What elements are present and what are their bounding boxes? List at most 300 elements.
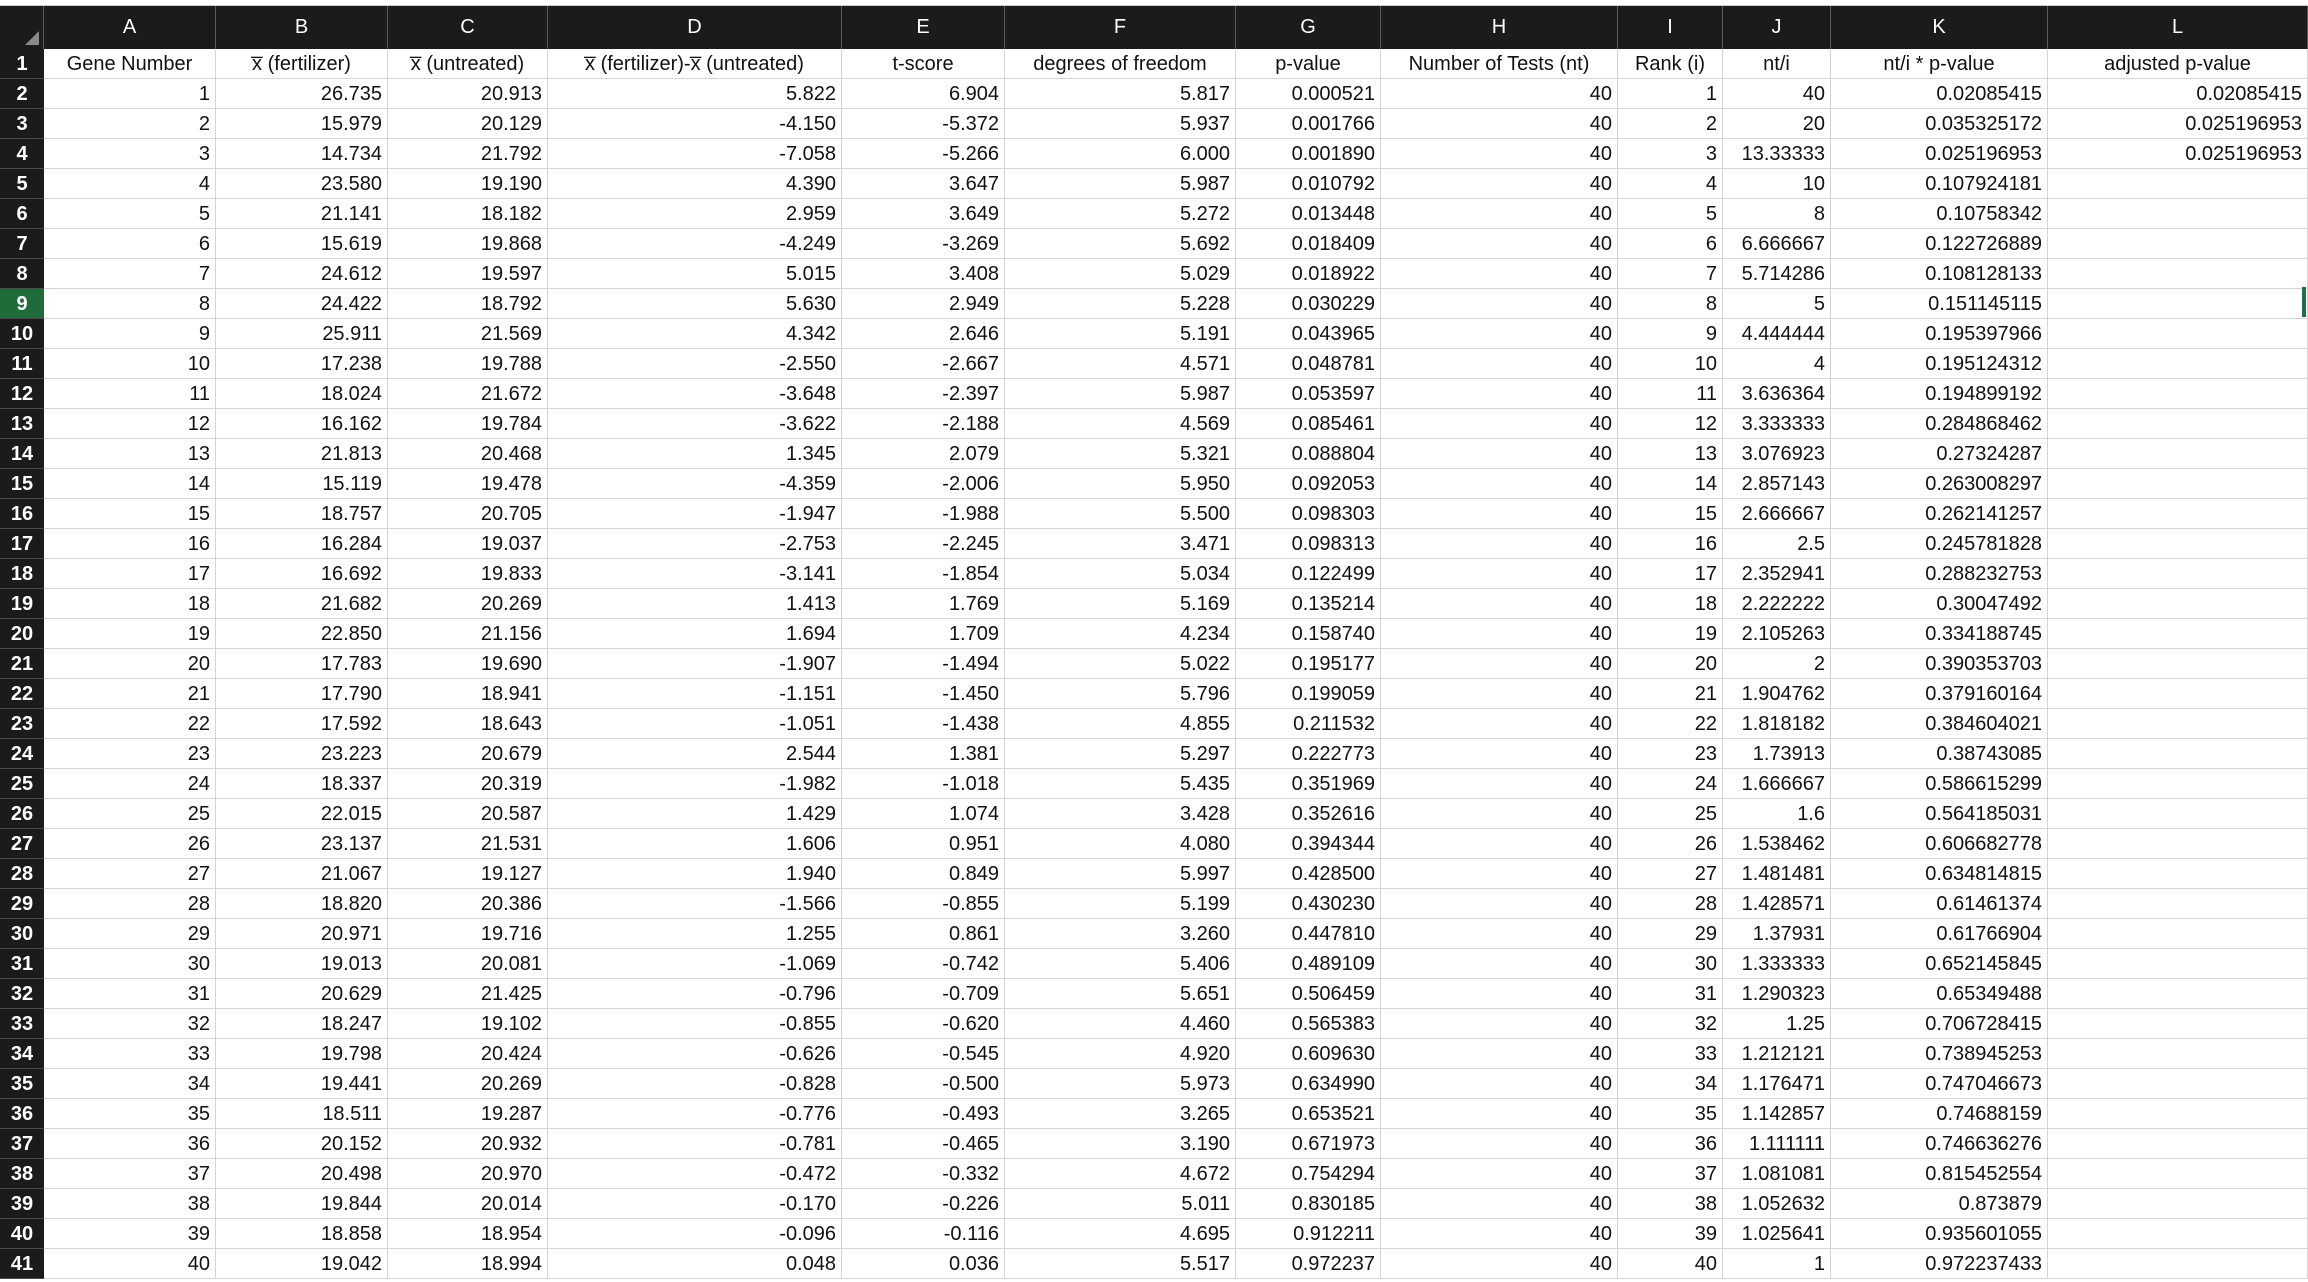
cell-f[interactable]: 5.796 bbox=[1005, 679, 1236, 709]
cell-l[interactable] bbox=[2048, 859, 2308, 889]
cell-e[interactable]: 0.036 bbox=[842, 1249, 1005, 1279]
cell-d[interactable]: -1.947 bbox=[548, 499, 842, 529]
cell-k[interactable]: 0.390353703 bbox=[1831, 649, 2048, 679]
cell-e[interactable]: 3.647 bbox=[842, 169, 1005, 199]
cell-c[interactable]: 20.679 bbox=[388, 739, 548, 769]
cell-b[interactable]: 16.162 bbox=[216, 409, 388, 439]
header-cell-c[interactable]: x̅ (untreated) bbox=[388, 49, 548, 79]
cell-d[interactable]: -3.622 bbox=[548, 409, 842, 439]
cell-g[interactable]: 0.085461 bbox=[1236, 409, 1381, 439]
cell-d[interactable]: 1.429 bbox=[548, 799, 842, 829]
cell-g[interactable]: 0.018922 bbox=[1236, 259, 1381, 289]
cell-f[interactable]: 6.000 bbox=[1005, 139, 1236, 169]
cell-e[interactable]: -2.188 bbox=[842, 409, 1005, 439]
cell-l[interactable] bbox=[2048, 919, 2308, 949]
cell-j[interactable]: 1.142857 bbox=[1723, 1099, 1831, 1129]
cell-c[interactable]: 19.716 bbox=[388, 919, 548, 949]
cell-b[interactable]: 23.580 bbox=[216, 169, 388, 199]
cell-g[interactable]: 0.489109 bbox=[1236, 949, 1381, 979]
cell-h[interactable]: 40 bbox=[1381, 919, 1618, 949]
cell-e[interactable]: 2.079 bbox=[842, 439, 1005, 469]
row-number[interactable]: 34 bbox=[0, 1039, 44, 1069]
cell-i[interactable]: 5 bbox=[1618, 199, 1723, 229]
row-number[interactable]: 32 bbox=[0, 979, 44, 1009]
cell-j[interactable]: 3.636364 bbox=[1723, 379, 1831, 409]
cell-h[interactable]: 40 bbox=[1381, 289, 1618, 319]
cell-i[interactable]: 35 bbox=[1618, 1099, 1723, 1129]
cell-j[interactable]: 20 bbox=[1723, 109, 1831, 139]
cell-g[interactable]: 0.088804 bbox=[1236, 439, 1381, 469]
cell-b[interactable]: 18.511 bbox=[216, 1099, 388, 1129]
cell-g[interactable]: 0.352616 bbox=[1236, 799, 1381, 829]
cell-j[interactable]: 3.333333 bbox=[1723, 409, 1831, 439]
cell-c[interactable]: 19.478 bbox=[388, 469, 548, 499]
cell-d[interactable]: -0.828 bbox=[548, 1069, 842, 1099]
cell-d[interactable]: -1.907 bbox=[548, 649, 842, 679]
cell-a[interactable]: 22 bbox=[44, 709, 216, 739]
row-number[interactable]: 8 bbox=[0, 259, 44, 289]
cell-k[interactable]: 0.746636276 bbox=[1831, 1129, 2048, 1159]
cell-f[interactable]: 4.920 bbox=[1005, 1039, 1236, 1069]
cell-j[interactable]: 1.176471 bbox=[1723, 1069, 1831, 1099]
cell-j[interactable]: 1.25 bbox=[1723, 1009, 1831, 1039]
row-number[interactable]: 16 bbox=[0, 499, 44, 529]
cell-e[interactable]: 1.709 bbox=[842, 619, 1005, 649]
cell-g[interactable]: 0.972237 bbox=[1236, 1249, 1381, 1279]
cell-f[interactable]: 5.651 bbox=[1005, 979, 1236, 1009]
cell-l[interactable] bbox=[2048, 949, 2308, 979]
cell-k[interactable]: 0.334188745 bbox=[1831, 619, 2048, 649]
cell-k[interactable]: 0.935601055 bbox=[1831, 1219, 2048, 1249]
cell-e[interactable]: -5.266 bbox=[842, 139, 1005, 169]
row-number[interactable]: 30 bbox=[0, 919, 44, 949]
cell-c[interactable]: 19.833 bbox=[388, 559, 548, 589]
cell-k[interactable]: 0.379160164 bbox=[1831, 679, 2048, 709]
cell-k[interactable]: 0.384604021 bbox=[1831, 709, 2048, 739]
cell-d[interactable]: -0.626 bbox=[548, 1039, 842, 1069]
cell-a[interactable]: 39 bbox=[44, 1219, 216, 1249]
cell-b[interactable]: 18.757 bbox=[216, 499, 388, 529]
cell-g[interactable]: 0.754294 bbox=[1236, 1159, 1381, 1189]
cell-b[interactable]: 25.911 bbox=[216, 319, 388, 349]
row-number[interactable]: 41 bbox=[0, 1249, 44, 1279]
cell-i[interactable]: 10 bbox=[1618, 349, 1723, 379]
cell-l[interactable] bbox=[2048, 1189, 2308, 1219]
cell-b[interactable]: 17.783 bbox=[216, 649, 388, 679]
cell-k[interactable]: 0.61766904 bbox=[1831, 919, 2048, 949]
cell-h[interactable]: 40 bbox=[1381, 1249, 1618, 1279]
cell-d[interactable]: -1.151 bbox=[548, 679, 842, 709]
column-header-k[interactable]: K bbox=[1831, 6, 2048, 49]
cell-i[interactable]: 31 bbox=[1618, 979, 1723, 1009]
cell-f[interactable]: 5.169 bbox=[1005, 589, 1236, 619]
cell-d[interactable]: 1.940 bbox=[548, 859, 842, 889]
cell-f[interactable]: 5.817 bbox=[1005, 79, 1236, 109]
cell-b[interactable]: 20.498 bbox=[216, 1159, 388, 1189]
cell-l[interactable] bbox=[2048, 349, 2308, 379]
cell-f[interactable]: 5.011 bbox=[1005, 1189, 1236, 1219]
cell-j[interactable]: 1.904762 bbox=[1723, 679, 1831, 709]
cell-j[interactable]: 2.5 bbox=[1723, 529, 1831, 559]
cell-i[interactable]: 2 bbox=[1618, 109, 1723, 139]
cell-a[interactable]: 3 bbox=[44, 139, 216, 169]
cell-e[interactable]: -2.667 bbox=[842, 349, 1005, 379]
cell-b[interactable]: 18.858 bbox=[216, 1219, 388, 1249]
row-number[interactable]: 28 bbox=[0, 859, 44, 889]
cell-a[interactable]: 36 bbox=[44, 1129, 216, 1159]
cell-g[interactable]: 0.671973 bbox=[1236, 1129, 1381, 1159]
cell-j[interactable]: 3.076923 bbox=[1723, 439, 1831, 469]
cell-g[interactable]: 0.010792 bbox=[1236, 169, 1381, 199]
cell-c[interactable]: 20.705 bbox=[388, 499, 548, 529]
cell-f[interactable]: 5.022 bbox=[1005, 649, 1236, 679]
cell-h[interactable]: 40 bbox=[1381, 619, 1618, 649]
header-cell-i[interactable]: Rank (i) bbox=[1618, 49, 1723, 79]
cell-c[interactable]: 18.182 bbox=[388, 199, 548, 229]
cell-b[interactable]: 21.067 bbox=[216, 859, 388, 889]
cell-i[interactable]: 19 bbox=[1618, 619, 1723, 649]
cell-d[interactable]: 4.342 bbox=[548, 319, 842, 349]
cell-d[interactable]: -2.753 bbox=[548, 529, 842, 559]
row-number[interactable]: 19 bbox=[0, 589, 44, 619]
cell-g[interactable]: 0.195177 bbox=[1236, 649, 1381, 679]
header-cell-d[interactable]: x̅ (fertilizer)-x̅ (untreated) bbox=[548, 49, 842, 79]
cell-g[interactable]: 0.053597 bbox=[1236, 379, 1381, 409]
cell-j[interactable]: 1.666667 bbox=[1723, 769, 1831, 799]
cell-l[interactable] bbox=[2048, 1129, 2308, 1159]
cell-f[interactable]: 5.034 bbox=[1005, 559, 1236, 589]
cell-a[interactable]: 10 bbox=[44, 349, 216, 379]
cell-g[interactable]: 0.506459 bbox=[1236, 979, 1381, 1009]
cell-b[interactable]: 24.612 bbox=[216, 259, 388, 289]
cell-j[interactable]: 2.352941 bbox=[1723, 559, 1831, 589]
cell-j[interactable]: 2.222222 bbox=[1723, 589, 1831, 619]
cell-d[interactable]: -7.058 bbox=[548, 139, 842, 169]
cell-d[interactable]: -1.982 bbox=[548, 769, 842, 799]
cell-l[interactable] bbox=[2048, 1219, 2308, 1249]
cell-e[interactable]: -0.116 bbox=[842, 1219, 1005, 1249]
cell-e[interactable]: -0.855 bbox=[842, 889, 1005, 919]
cell-c[interactable]: 20.970 bbox=[388, 1159, 548, 1189]
column-header-d[interactable]: D bbox=[548, 6, 842, 49]
cell-k[interactable]: 0.262141257 bbox=[1831, 499, 2048, 529]
cell-c[interactable]: 19.127 bbox=[388, 859, 548, 889]
cell-l[interactable] bbox=[2048, 1249, 2308, 1279]
cell-d[interactable]: 1.606 bbox=[548, 829, 842, 859]
row-number[interactable]: 4 bbox=[0, 139, 44, 169]
cell-b[interactable]: 14.734 bbox=[216, 139, 388, 169]
row-number[interactable]: 23 bbox=[0, 709, 44, 739]
cell-i[interactable]: 22 bbox=[1618, 709, 1723, 739]
header-cell-f[interactable]: degrees of freedom bbox=[1005, 49, 1236, 79]
cell-d[interactable]: -0.472 bbox=[548, 1159, 842, 1189]
row-number[interactable]: 13 bbox=[0, 409, 44, 439]
row-number[interactable]: 40 bbox=[0, 1219, 44, 1249]
cell-g[interactable]: 0.565383 bbox=[1236, 1009, 1381, 1039]
cell-h[interactable]: 40 bbox=[1381, 979, 1618, 1009]
cell-l[interactable] bbox=[2048, 529, 2308, 559]
row-number[interactable]: 24 bbox=[0, 739, 44, 769]
cell-l[interactable] bbox=[2048, 379, 2308, 409]
cell-f[interactable]: 3.260 bbox=[1005, 919, 1236, 949]
cell-h[interactable]: 40 bbox=[1381, 79, 1618, 109]
cell-j[interactable]: 1.538462 bbox=[1723, 829, 1831, 859]
cell-f[interactable]: 4.569 bbox=[1005, 409, 1236, 439]
cell-a[interactable]: 1 bbox=[44, 79, 216, 109]
cell-h[interactable]: 40 bbox=[1381, 739, 1618, 769]
cell-h[interactable]: 40 bbox=[1381, 409, 1618, 439]
cell-h[interactable]: 40 bbox=[1381, 109, 1618, 139]
cell-a[interactable]: 32 bbox=[44, 1009, 216, 1039]
cell-i[interactable]: 37 bbox=[1618, 1159, 1723, 1189]
cell-g[interactable]: 0.122499 bbox=[1236, 559, 1381, 589]
column-header-g[interactable]: G bbox=[1236, 6, 1381, 49]
cell-i[interactable]: 38 bbox=[1618, 1189, 1723, 1219]
cell-b[interactable]: 21.141 bbox=[216, 199, 388, 229]
cell-g[interactable]: 0.158740 bbox=[1236, 619, 1381, 649]
cell-k[interactable]: 0.151145115 bbox=[1831, 289, 2048, 319]
header-cell-l[interactable]: adjusted p-value bbox=[2048, 49, 2308, 79]
cell-e[interactable]: -1.438 bbox=[842, 709, 1005, 739]
row-number[interactable]: 12 bbox=[0, 379, 44, 409]
column-header-h[interactable]: H bbox=[1381, 6, 1618, 49]
row-number[interactable]: 38 bbox=[0, 1159, 44, 1189]
cell-h[interactable]: 40 bbox=[1381, 499, 1618, 529]
cell-j[interactable]: 1.73913 bbox=[1723, 739, 1831, 769]
cell-h[interactable]: 40 bbox=[1381, 649, 1618, 679]
cell-k[interactable]: 0.122726889 bbox=[1831, 229, 2048, 259]
cell-a[interactable]: 4 bbox=[44, 169, 216, 199]
cell-d[interactable]: -4.359 bbox=[548, 469, 842, 499]
cell-f[interactable]: 4.234 bbox=[1005, 619, 1236, 649]
cell-e[interactable]: 0.861 bbox=[842, 919, 1005, 949]
cell-f[interactable]: 5.937 bbox=[1005, 109, 1236, 139]
cell-j[interactable]: 2 bbox=[1723, 649, 1831, 679]
cell-a[interactable]: 2 bbox=[44, 109, 216, 139]
cell-l[interactable] bbox=[2048, 319, 2308, 349]
cell-i[interactable]: 24 bbox=[1618, 769, 1723, 799]
cell-l[interactable] bbox=[2048, 619, 2308, 649]
cell-b[interactable]: 15.979 bbox=[216, 109, 388, 139]
cell-c[interactable]: 19.868 bbox=[388, 229, 548, 259]
cell-j[interactable]: 1.025641 bbox=[1723, 1219, 1831, 1249]
cell-l[interactable] bbox=[2048, 979, 2308, 1009]
cell-g[interactable]: 0.030229 bbox=[1236, 289, 1381, 319]
header-cell-j[interactable]: nt/i bbox=[1723, 49, 1831, 79]
cell-l[interactable]: 0.025196953 bbox=[2048, 109, 2308, 139]
cell-i[interactable]: 3 bbox=[1618, 139, 1723, 169]
cell-d[interactable]: 4.390 bbox=[548, 169, 842, 199]
cell-b[interactable]: 15.619 bbox=[216, 229, 388, 259]
column-header-i[interactable]: I bbox=[1618, 6, 1723, 49]
cell-h[interactable]: 40 bbox=[1381, 229, 1618, 259]
row-number[interactable]: 37 bbox=[0, 1129, 44, 1159]
cell-a[interactable]: 29 bbox=[44, 919, 216, 949]
cell-h[interactable]: 40 bbox=[1381, 679, 1618, 709]
column-header-j[interactable]: J bbox=[1723, 6, 1831, 49]
cell-j[interactable]: 1.052632 bbox=[1723, 1189, 1831, 1219]
cell-a[interactable]: 12 bbox=[44, 409, 216, 439]
cell-i[interactable]: 6 bbox=[1618, 229, 1723, 259]
cell-l[interactable]: 0.025196953 bbox=[2048, 139, 2308, 169]
cell-a[interactable]: 8 bbox=[44, 289, 216, 319]
row-number[interactable]: 7 bbox=[0, 229, 44, 259]
cell-d[interactable]: 1.694 bbox=[548, 619, 842, 649]
cell-c[interactable]: 19.102 bbox=[388, 1009, 548, 1039]
cell-i[interactable]: 9 bbox=[1618, 319, 1723, 349]
cell-a[interactable]: 35 bbox=[44, 1099, 216, 1129]
cell-a[interactable]: 14 bbox=[44, 469, 216, 499]
cell-k[interactable]: 0.738945253 bbox=[1831, 1039, 2048, 1069]
cell-k[interactable]: 0.02085415 bbox=[1831, 79, 2048, 109]
cell-d[interactable]: -0.096 bbox=[548, 1219, 842, 1249]
cell-g[interactable]: 0.912211 bbox=[1236, 1219, 1381, 1249]
cell-a[interactable]: 5 bbox=[44, 199, 216, 229]
cell-c[interactable]: 20.081 bbox=[388, 949, 548, 979]
cell-l[interactable] bbox=[2048, 1069, 2308, 1099]
cell-a[interactable]: 33 bbox=[44, 1039, 216, 1069]
cell-l[interactable] bbox=[2048, 469, 2308, 499]
cell-f[interactable]: 5.029 bbox=[1005, 259, 1236, 289]
cell-l[interactable] bbox=[2048, 739, 2308, 769]
cell-c[interactable]: 20.319 bbox=[388, 769, 548, 799]
cell-a[interactable]: 21 bbox=[44, 679, 216, 709]
cell-c[interactable]: 21.569 bbox=[388, 319, 548, 349]
cell-a[interactable]: 27 bbox=[44, 859, 216, 889]
cell-b[interactable]: 24.422 bbox=[216, 289, 388, 319]
row-number[interactable]: 25 bbox=[0, 769, 44, 799]
header-cell-k[interactable]: nt/i * p-value bbox=[1831, 49, 2048, 79]
cell-h[interactable]: 40 bbox=[1381, 1099, 1618, 1129]
cell-k[interactable]: 0.30047492 bbox=[1831, 589, 2048, 619]
row-number[interactable]: 5 bbox=[0, 169, 44, 199]
cell-c[interactable]: 20.587 bbox=[388, 799, 548, 829]
cell-h[interactable]: 40 bbox=[1381, 349, 1618, 379]
cell-k[interactable]: 0.74688159 bbox=[1831, 1099, 2048, 1129]
cell-b[interactable]: 18.024 bbox=[216, 379, 388, 409]
cell-a[interactable]: 38 bbox=[44, 1189, 216, 1219]
cell-e[interactable]: -1.988 bbox=[842, 499, 1005, 529]
cell-e[interactable]: 6.904 bbox=[842, 79, 1005, 109]
cell-e[interactable]: 2.646 bbox=[842, 319, 1005, 349]
row-number[interactable]: 9 bbox=[0, 289, 44, 319]
cell-h[interactable]: 40 bbox=[1381, 1069, 1618, 1099]
cell-a[interactable]: 26 bbox=[44, 829, 216, 859]
cell-l[interactable] bbox=[2048, 769, 2308, 799]
cell-e[interactable]: -0.545 bbox=[842, 1039, 1005, 1069]
cell-j[interactable]: 1.081081 bbox=[1723, 1159, 1831, 1189]
cell-c[interactable]: 21.156 bbox=[388, 619, 548, 649]
cell-h[interactable]: 40 bbox=[1381, 1039, 1618, 1069]
cell-a[interactable]: 9 bbox=[44, 319, 216, 349]
cell-f[interactable]: 4.695 bbox=[1005, 1219, 1236, 1249]
cell-a[interactable]: 17 bbox=[44, 559, 216, 589]
cell-h[interactable]: 40 bbox=[1381, 199, 1618, 229]
cell-b[interactable]: 23.223 bbox=[216, 739, 388, 769]
cell-j[interactable]: 1.37931 bbox=[1723, 919, 1831, 949]
cell-e[interactable]: -2.245 bbox=[842, 529, 1005, 559]
cell-f[interactable]: 5.406 bbox=[1005, 949, 1236, 979]
cell-f[interactable]: 4.080 bbox=[1005, 829, 1236, 859]
cell-b[interactable]: 19.441 bbox=[216, 1069, 388, 1099]
cell-i[interactable]: 14 bbox=[1618, 469, 1723, 499]
cell-d[interactable]: 1.413 bbox=[548, 589, 842, 619]
cell-a[interactable]: 15 bbox=[44, 499, 216, 529]
cell-l[interactable] bbox=[2048, 289, 2308, 319]
cell-a[interactable]: 30 bbox=[44, 949, 216, 979]
cell-e[interactable]: 3.649 bbox=[842, 199, 1005, 229]
cell-h[interactable]: 40 bbox=[1381, 799, 1618, 829]
cell-g[interactable]: 0.222773 bbox=[1236, 739, 1381, 769]
cell-k[interactable]: 0.263008297 bbox=[1831, 469, 2048, 499]
cell-f[interactable]: 5.997 bbox=[1005, 859, 1236, 889]
cell-i[interactable]: 17 bbox=[1618, 559, 1723, 589]
cell-g[interactable]: 0.199059 bbox=[1236, 679, 1381, 709]
header-cell-b[interactable]: x̅ (fertilizer) bbox=[216, 49, 388, 79]
cell-c[interactable]: 18.954 bbox=[388, 1219, 548, 1249]
cell-c[interactable]: 19.784 bbox=[388, 409, 548, 439]
cell-b[interactable]: 20.152 bbox=[216, 1129, 388, 1159]
cell-e[interactable]: -0.709 bbox=[842, 979, 1005, 1009]
cell-i[interactable]: 29 bbox=[1618, 919, 1723, 949]
cell-f[interactable]: 4.460 bbox=[1005, 1009, 1236, 1039]
cell-d[interactable]: -1.566 bbox=[548, 889, 842, 919]
cell-h[interactable]: 40 bbox=[1381, 469, 1618, 499]
cell-k[interactable]: 0.815452554 bbox=[1831, 1159, 2048, 1189]
cell-j[interactable]: 1 bbox=[1723, 1249, 1831, 1279]
cell-k[interactable]: 0.288232753 bbox=[1831, 559, 2048, 589]
row-number[interactable]: 3 bbox=[0, 109, 44, 139]
cell-j[interactable]: 4.444444 bbox=[1723, 319, 1831, 349]
cell-i[interactable]: 30 bbox=[1618, 949, 1723, 979]
cell-a[interactable]: 7 bbox=[44, 259, 216, 289]
cell-i[interactable]: 39 bbox=[1618, 1219, 1723, 1249]
cell-f[interactable]: 3.265 bbox=[1005, 1099, 1236, 1129]
cell-j[interactable]: 2.666667 bbox=[1723, 499, 1831, 529]
cell-k[interactable]: 0.194899192 bbox=[1831, 379, 2048, 409]
cell-j[interactable]: 40 bbox=[1723, 79, 1831, 109]
cell-a[interactable]: 19 bbox=[44, 619, 216, 649]
cell-f[interactable]: 5.297 bbox=[1005, 739, 1236, 769]
cell-f[interactable]: 4.672 bbox=[1005, 1159, 1236, 1189]
cell-j[interactable]: 1.6 bbox=[1723, 799, 1831, 829]
cell-g[interactable]: 0.001890 bbox=[1236, 139, 1381, 169]
cell-b[interactable]: 18.337 bbox=[216, 769, 388, 799]
row-number[interactable]: 36 bbox=[0, 1099, 44, 1129]
cell-l[interactable] bbox=[2048, 829, 2308, 859]
cell-i[interactable]: 15 bbox=[1618, 499, 1723, 529]
cell-f[interactable]: 5.228 bbox=[1005, 289, 1236, 319]
row-number[interactable]: 22 bbox=[0, 679, 44, 709]
cell-k[interactable]: 0.245781828 bbox=[1831, 529, 2048, 559]
cell-g[interactable]: 0.428500 bbox=[1236, 859, 1381, 889]
cell-h[interactable]: 40 bbox=[1381, 439, 1618, 469]
cell-b[interactable]: 26.735 bbox=[216, 79, 388, 109]
cell-k[interactable]: 0.107924181 bbox=[1831, 169, 2048, 199]
cell-i[interactable]: 18 bbox=[1618, 589, 1723, 619]
cell-c[interactable]: 18.994 bbox=[388, 1249, 548, 1279]
cell-i[interactable]: 27 bbox=[1618, 859, 1723, 889]
cell-h[interactable]: 40 bbox=[1381, 1129, 1618, 1159]
cell-i[interactable]: 1 bbox=[1618, 79, 1723, 109]
cell-c[interactable]: 19.690 bbox=[388, 649, 548, 679]
cell-i[interactable]: 7 bbox=[1618, 259, 1723, 289]
cell-j[interactable]: 8 bbox=[1723, 199, 1831, 229]
row-number[interactable]: 2 bbox=[0, 79, 44, 109]
cell-f[interactable]: 5.272 bbox=[1005, 199, 1236, 229]
cell-h[interactable]: 40 bbox=[1381, 259, 1618, 289]
cell-a[interactable]: 16 bbox=[44, 529, 216, 559]
